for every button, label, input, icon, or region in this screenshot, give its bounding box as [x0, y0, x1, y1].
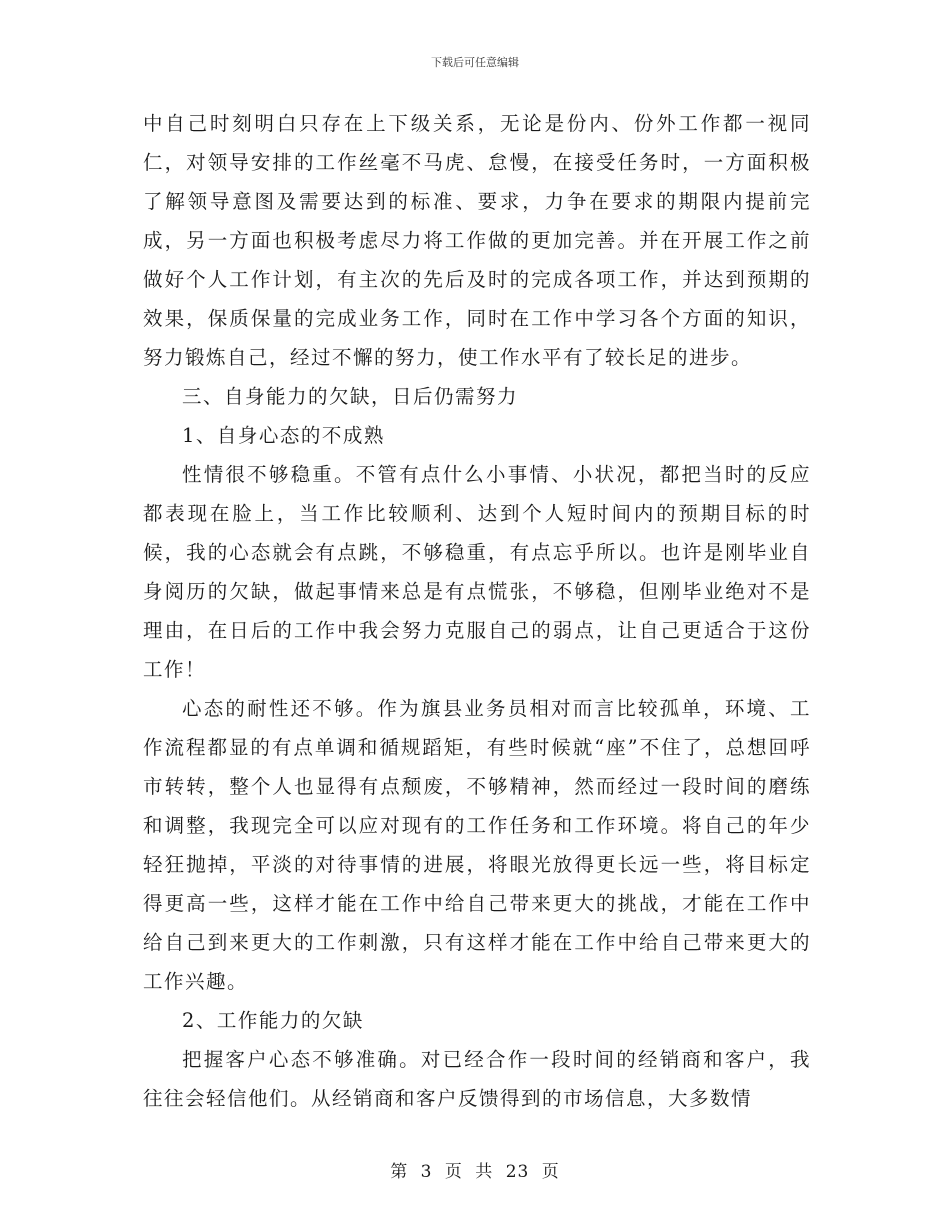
body-paragraph: 把握客户心态不够准确。对已经合作一段时间的经销商和客户，我往往会轻信他们。从经销商和客户反馈得到的市场信息，大多数情 [143, 1048, 811, 1110]
subsection-heading: 2、工作能力的欠缺 [182, 1009, 364, 1032]
subsection-heading: 1、自身心态的不成熟 [182, 424, 385, 447]
body-paragraph: 性情很不够稳重。不管有点什么小事情、小状况，都把当时的反应都表现在脸上，当工作比较顺利、达到个人短时间内的预期目标的时候，我的心态就会有点跳，不够稳重，有点忘乎所以。也许是刚毕业自身阅历的欠缺，做起事情来总是有点慌张，不够稳，但刚毕业绝对不是理由，在日后的工作中我会努力克服自己的弱点，让自己更适合于这份工作！ [143, 463, 811, 681]
section-heading: 三、自身能力的欠缺，日后仍需努力 [182, 385, 519, 408]
body-paragraph: 心态的耐性还不够。作为旗县业务员相对而言比较孤单，环境、工作流程都显的有点单调和循规蹈矩，有些时候就“座”不住了，总想回呼市转转，整个人也显得有点颓废，不够精神，然而经过一段时间的磨练和调整，我现完全可以应对现有的工作任务和工作环境。将自己的年少轻狂抛掉，平淡的对待事情的进展，将眼光放得更长远一些，将目标定得更高一些，这样才能在工作中给自己带来更大的挑战，才能在工作中给自己到来更大的工作刺激，只有这样才能在工作中给自己带来更大的工作兴趣。 [143, 697, 811, 993]
page-number-footer: 第 3 页 共 23 页 [390, 1162, 560, 1182]
document-body [143, 104, 811, 1118]
page-header-note: 下载后可任意编辑 [431, 56, 519, 69]
body-paragraph: 中自己时刻明白只存在上下级关系，无论是份内、份外工作都一视同仁，对领导安排的工作丝毫不马虎、怠慢，在接受任务时，一方面积极了解领导意图及需要达到的标准、要求，力争在要求的期限内提前完成，另一方面也积极考虑尽力将工作做的更加完善。并在开展工作之前做好个人工作计划，有主次的先后及时的完成各项工作，并达到预期的效果，保质保量的完成业务工作，同时在工作中学习各个方面的知识，努力锻炼自己，经过不懈的努力，使工作水平有了较长足的进步。 [143, 112, 811, 369]
